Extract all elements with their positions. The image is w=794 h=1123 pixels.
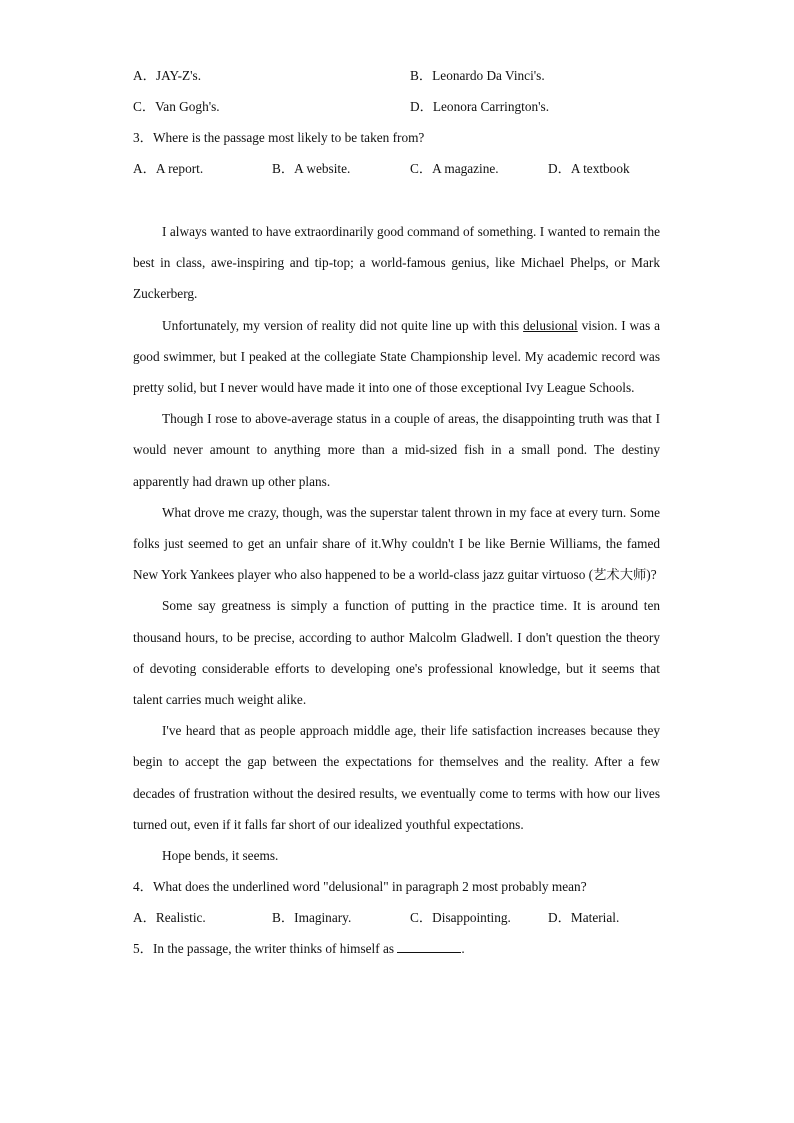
option-b: B．A website.	[272, 161, 351, 176]
option-d: D．Leonora Carrington's.	[410, 99, 550, 114]
q2-options-row-1	[133, 60, 660, 91]
option-a: A．Realistic.	[133, 910, 206, 926]
option-c: C．A magazine.	[410, 161, 499, 176]
option-b: B．Imaginary.	[272, 910, 352, 926]
q4-options-row	[133, 902, 660, 933]
option-c: C．Disappointing.	[410, 910, 511, 926]
paragraph-2: Unfortunately, my version of reality did not quite line up with this delusional vision. I was a good swimmer, but I peaked at the collegiate State Championship level. My academic record was pretty solid, but I never would have made it into one of those exceptional Ivy League Schools.	[133, 317, 660, 396]
document-page	[133, 60, 660, 964]
question-3-stem: 3．Where is the passage most likely to be taken from?	[133, 130, 425, 145]
option-b: B．Leonardo Da Vinci's.	[410, 68, 545, 83]
question-5-stem: 5．In the passage, the writer thinks of himself as .	[133, 941, 465, 957]
paragraph-6: I've heard that as people approach middle age, their life satisfaction increases because they begin to accept the gap between the expectations for themselves and the reality. After a few decades of frustration without the desired results, we eventually come to terms with how our lives turned out, even if it falls far short of our idealized youthful expectations.	[133, 723, 660, 832]
paragraph-7: Hope bends, it seems.	[162, 848, 279, 864]
answer-blank[interactable]	[397, 940, 461, 953]
question-4-stem: 4．What does the underlined word "delusional" in paragraph 2 most probably mean?	[133, 879, 587, 895]
passage	[133, 216, 660, 871]
paragraph-3: Though I rose to above-average status in a couple of areas, the disappointing truth was that I would never amount to anything more than a mid-sized fish in a small pond. The destiny apparently had drawn up other plans.	[133, 411, 660, 489]
option-d: D．A textbook	[548, 161, 630, 176]
q3-options-row	[133, 153, 660, 184]
option-c: C．Van Gogh's.	[133, 99, 220, 114]
underlined-word: delusional	[523, 317, 578, 333]
paragraph-1: I always wanted to have extraordinarily good command of something. I wanted to remain the best in class, awe-inspiring and tip-top; a world-famous genius, like Michael Phelps, or Mark Zuckerberg.	[133, 224, 660, 302]
option-a: A．A report.	[133, 161, 204, 176]
paragraph-4: What drove me crazy, though, was the superstar talent thrown in my face at every turn. Some folks just seemed to get an unfair share of it.Why couldn't I be like Bernie Williams, the famed New York Yankees player who also happened to be a world-class jazz guitar virtuoso (艺术大师)?	[133, 504, 660, 583]
option-d: D．Material.	[548, 910, 620, 926]
q2-options-row-2	[133, 91, 660, 122]
paragraph-5: Some say greatness is simply a function of putting in the practice time. It is around ten thousand hours, to be precise, according to author Malcolm Gladwell. I don't question the theory of devoting considerable efforts to developing one's professional knowledge, but it seems that talent carries much weight alike.	[133, 598, 660, 708]
option-a: A．JAY-Z's.	[133, 68, 202, 83]
